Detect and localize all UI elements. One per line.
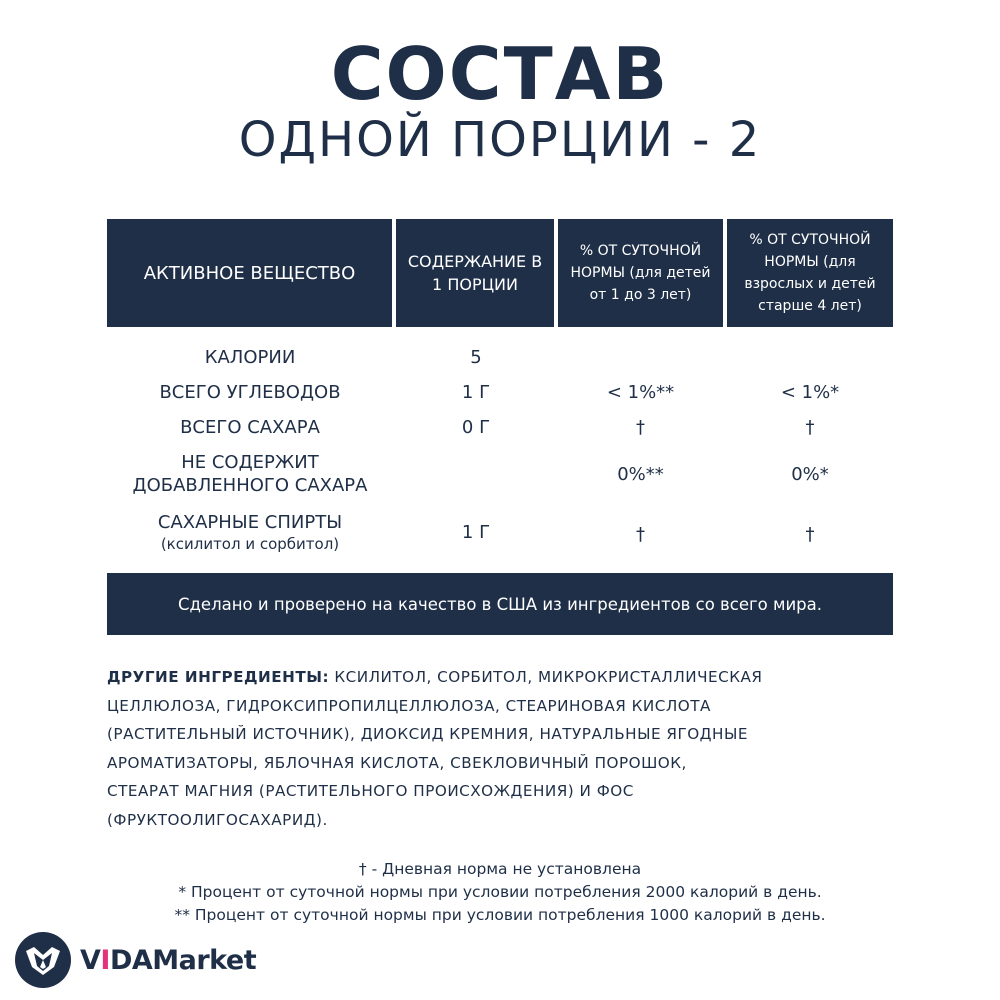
footnote: † - Дневная норма не установлена — [358, 860, 642, 878]
header-percent-kids — [558, 219, 723, 327]
row-name — [100, 450, 400, 498]
header-label: % ОТ СУТОЧНОЙ НОРМЫ (для детей от 1 до 3 лет) — [570, 243, 711, 303]
row-percent-kids: † — [636, 523, 645, 545]
header-label: АКТИВНОЕ ВЕЩЕСТВО — [143, 262, 356, 284]
header-amount — [396, 219, 554, 327]
vidamarket-logo[interactable] — [14, 931, 256, 989]
page-subtitle: ОДНОЙ ПОРЦИИ - 2 — [238, 112, 762, 168]
header-label: % ОТ СУТОЧНОЙ НОРМЫ (для взрослых и детей старше 4 лет) — [744, 232, 876, 314]
ingredients-line: (ФРУКТООЛИГОСАХАРИД). — [107, 810, 328, 829]
row-name — [100, 508, 400, 556]
row-name: КАЛОРИИ — [204, 346, 296, 368]
row-name-line: ДОБАВЛЕННОГО САХАРА — [132, 475, 368, 496]
row-name-line: НЕ СОДЕРЖИТ — [181, 452, 319, 473]
banner-text: Сделано и проверено на качество в США из ингредиентов со всего мира. — [177, 594, 822, 614]
ingredients-label: ДРУГИЕ ИНГРЕДИЕНТЫ: — [107, 668, 330, 686]
row-amount: 0 Г — [461, 416, 491, 438]
row-name-note: (ксилитол и сорбитол) — [160, 534, 340, 553]
row-name: ВСЕГО УГЛЕВОДОВ — [159, 381, 341, 403]
ingredients-line: ЦЕЛЛЮЛОЗА, ГИДРОКСИПРОПИЛЦЕЛЛЮЛОЗА, СТЕАРИНОВАЯ КИСЛОТА — [107, 696, 711, 715]
logo-text-part: V — [80, 944, 101, 976]
footnote: * Процент от суточной нормы при условии потребления 2000 калорий в день. — [178, 883, 822, 901]
footnote: ** Процент от суточной нормы при условии потребления 1000 калорий в день. — [174, 906, 826, 924]
row-percent-kids: 0%** — [617, 463, 664, 485]
ingredients-line: АРОМАТИЗАТОРЫ, ЯБЛОЧНАЯ КИСЛОТА, СВЕКЛОВИЧНЫЙ ПОРОШОК, — [107, 753, 687, 772]
header-percent-adults — [727, 219, 893, 327]
row-percent-adults: † — [805, 523, 815, 545]
footnotes — [80, 858, 920, 927]
row-percent-adults: < 1%* — [780, 381, 840, 403]
ingredients-line: (РАСТИТЕЛЬНЫЙ ИСТОЧНИК), ДИОКСИД КРЕМНИЯ, НАТУРАЛЬНЫЕ ЯГОДНЫЕ — [107, 725, 748, 743]
quality-banner — [107, 573, 893, 635]
ingredients-line — [107, 663, 897, 692]
row-amount: 1 Г — [461, 521, 491, 543]
header-active-substance — [107, 219, 392, 327]
other-ingredients — [107, 663, 897, 834]
logo-text-accent: I — [100, 944, 110, 976]
logo-text — [80, 945, 256, 976]
header-label: СОДЕРЖАНИЕ В 1 ПОРЦИИ — [407, 252, 543, 294]
ingredients-line: СТЕАРАТ МАГНИЯ (РАСТИТЕЛЬНОГО ПРОИСХОЖДЕНИЯ) И ФОС — [107, 782, 634, 800]
row-amount: 5 — [470, 346, 482, 368]
row-percent-adults: † — [805, 416, 815, 438]
row-percent-kids: < 1%** — [606, 381, 675, 403]
row-name: ВСЕГО САХАРА — [180, 416, 320, 438]
row-percent-kids: † — [636, 416, 645, 438]
row-percent-adults: 0%* — [791, 463, 829, 485]
row-name-line: САХАРНЫЕ СПИРТЫ — [157, 511, 343, 533]
logo-text-part: DAMarket — [109, 944, 257, 976]
page-title: СОСТАВ — [330, 32, 670, 116]
ingredients-text: КСИЛИТОЛ, СОРБИТОЛ, МИКРОКРИСТАЛЛИЧЕСКАЯ — [329, 668, 763, 686]
row-amount: 1 Г — [461, 381, 491, 403]
vidamarket-logo-icon — [14, 931, 72, 989]
